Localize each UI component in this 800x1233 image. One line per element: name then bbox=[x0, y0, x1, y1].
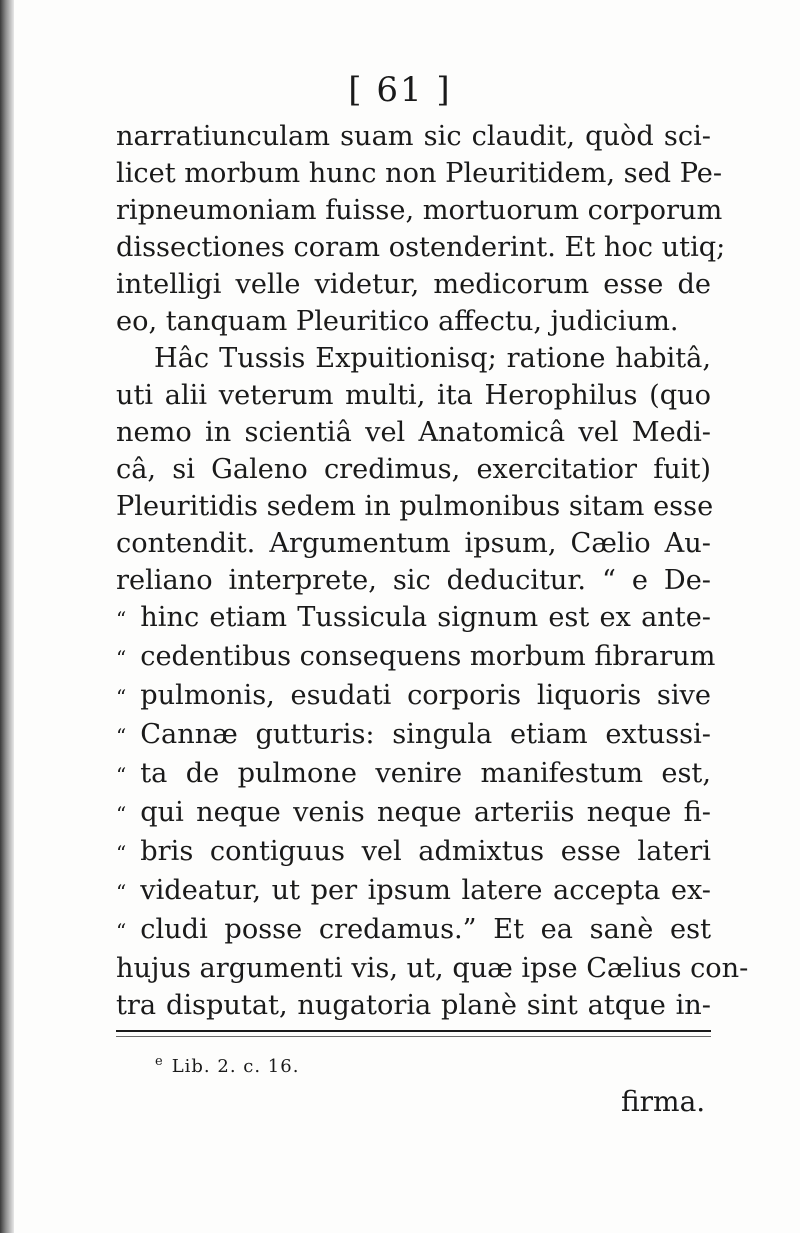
text-line: Pleuritidis sedem in pulmonibus sitam esse bbox=[116, 491, 714, 522]
text-line: intelligi velle videtur, medicorum esse de bbox=[116, 269, 711, 300]
text-line: eo, tanquam Pleuritico affectu, judicium. bbox=[116, 306, 679, 337]
text-line: contendit. Argumentum ipsum, Cælio Au- bbox=[116, 528, 711, 559]
text-line: narratiunculam suam sic claudit, quòd sci- bbox=[116, 121, 711, 152]
quote-line: “ cludi posse credamus.” Et ea sanè est bbox=[116, 911, 711, 950]
text-line: câ, si Galeno credimus, exercitatior fuit) bbox=[116, 454, 711, 485]
quote-line: “ ta de pulmone venire manifestum est, bbox=[116, 755, 711, 794]
text-line: hujus argumenti vis, ut, quæ ipse Cælius con- bbox=[116, 953, 749, 984]
footnote-text: Lib. 2. c. 16. bbox=[171, 1056, 300, 1077]
quote-line: “ hinc etiam Tussicula signum est ex ante- bbox=[116, 599, 711, 638]
page-gutter-shadow bbox=[0, 0, 14, 1233]
quote-line: “ bris contiguus vel admixtus esse lateri bbox=[116, 833, 711, 872]
quote-line: “ cedentibus consequens morbum fibrarum bbox=[116, 638, 711, 677]
text-line: dissectiones coram ostenderint. Et hoc utiq; bbox=[116, 232, 726, 263]
main-text bbox=[116, 118, 749, 1024]
footnote-rule-thin bbox=[116, 1036, 711, 1037]
text-line: ripneumoniam fuisse, mortuorum corporum bbox=[116, 195, 723, 226]
page-number: [ 61 ] bbox=[348, 70, 452, 110]
text-line: reliano interprete, sic deducitur. “ e De- bbox=[116, 565, 711, 596]
text-line: nemo in scientiâ vel Anatomicâ vel Medi- bbox=[116, 417, 711, 448]
footnote-mark: e bbox=[155, 1054, 164, 1069]
quote-line: “ pulmonis, esudati corporis liquoris sive bbox=[116, 677, 711, 716]
footnote-rule bbox=[116, 1030, 711, 1032]
quote-line: “ qui neque venis neque arteriis neque fi- bbox=[116, 794, 711, 833]
footnote bbox=[155, 1054, 299, 1077]
text-line: uti alii veterum multi, ita Herophilus (quo bbox=[116, 380, 711, 411]
quote-line: “ Cannæ gutturis: singula etiam extussi- bbox=[116, 716, 711, 755]
catchword: firma. bbox=[621, 1085, 706, 1118]
text-line: Hâc Tussis Expuitionisq; ratione habitâ, bbox=[154, 343, 711, 374]
text-line: licet morbum hunc non Pleuritidem, sed Pe- bbox=[116, 158, 723, 189]
quote-line: “ videatur, ut per ipsum latere accepta ex- bbox=[116, 872, 711, 911]
text-line: tra disputat, nugatoria planè sint atque in- bbox=[116, 990, 711, 1021]
